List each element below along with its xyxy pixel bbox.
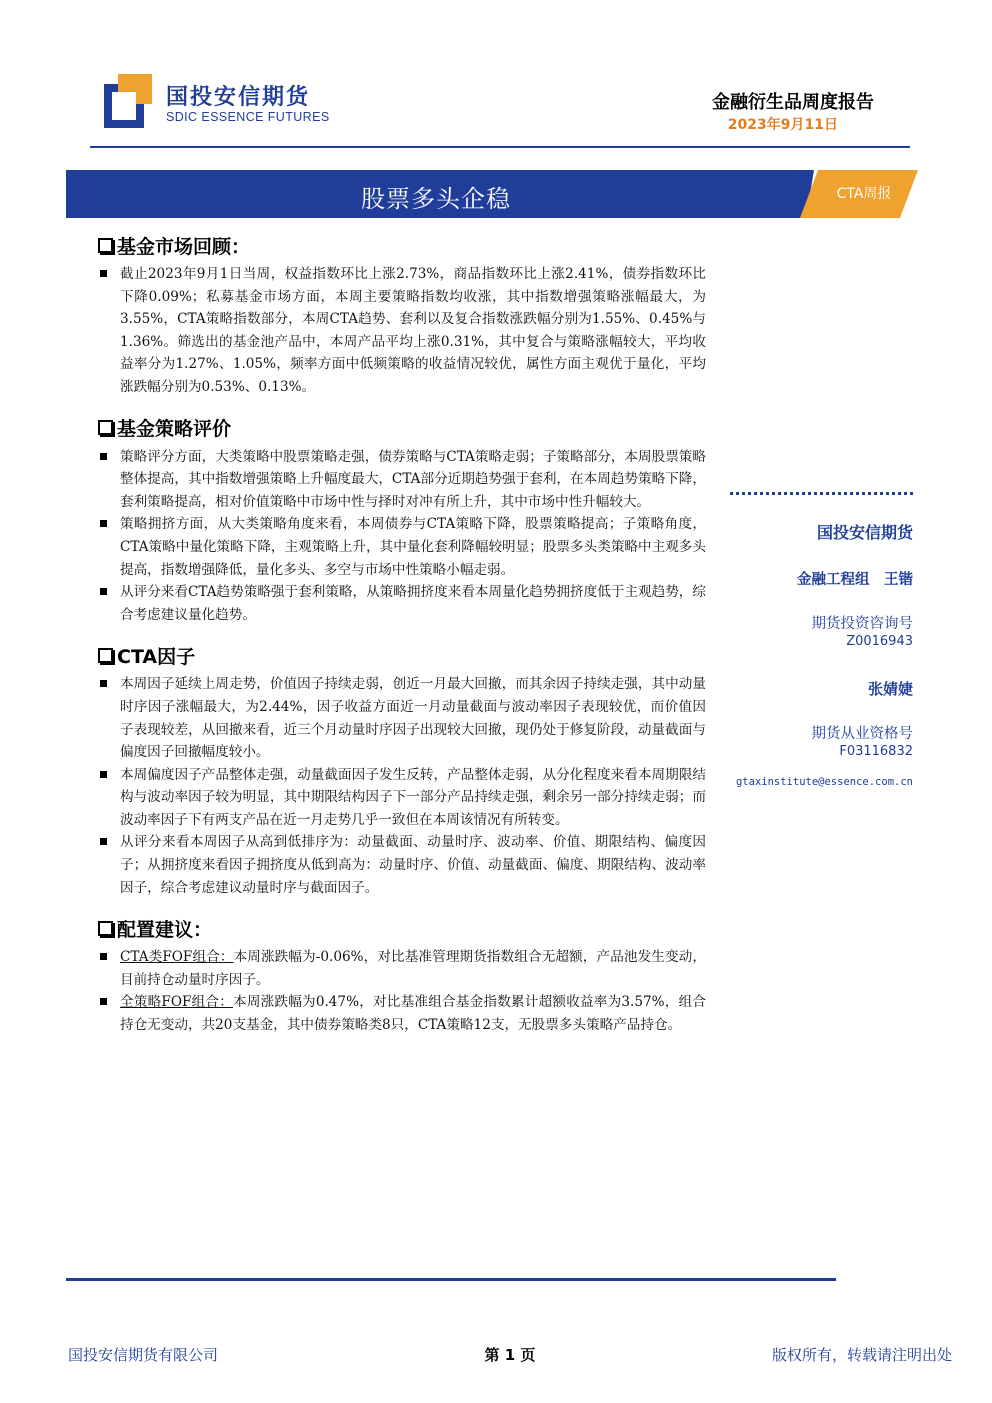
sidebar-analyst-name: 张婧婕 (867, 680, 913, 698)
bullet-text: 策略拥挤方面，从大类策略角度来看，本周债券与CTA策略下降，股票策略提高；子策略角度，CTA策略中量化策略下降，主观策略上升，其中量化套利降幅较明显；股票多头类策略中主观多头提高，指数增强降低，量化多头、多空与市场中性策略小幅走弱。 (120, 516, 706, 578)
section-heading (98, 913, 706, 943)
bullet-item (98, 673, 706, 763)
square-bullet-icon (100, 520, 107, 527)
logo-mark-icon (104, 74, 152, 128)
section-heading-text: 基金策略评价 (117, 418, 232, 441)
report-category-tag: CTA周报 (836, 186, 892, 202)
bullet-item (98, 446, 706, 514)
checkbox-icon (98, 238, 113, 253)
logo-english-name: SDIC ESSENCE FUTURES (166, 110, 330, 124)
bullet-item (98, 991, 706, 1036)
sidebar-company: 国投安信期货 (816, 523, 913, 542)
bullet-list (98, 946, 706, 1036)
section-allocation-advice (98, 913, 706, 1036)
bullet-text: 本周涨跌幅为-0.06%，对比基准管理期货指数组合无超额，产品池发生变动，目前持仓动量时序因子。 (120, 949, 706, 988)
square-bullet-icon (100, 588, 107, 595)
advisory-cert-label: 期货投资咨询号 (811, 616, 913, 632)
logo-chinese-name: 国投安信期货 (166, 85, 311, 110)
section-strategy-evaluation (98, 413, 706, 627)
bullet-text: 本周涨跌幅为0.47%，对比基准组合基金指数累计超额收益率为3.57%，组合持仓无变动，共20支基金，其中债券策略类8只，CTA策略12支，无股票多头策略产品持仓。 (120, 994, 706, 1034)
author-sidebar (730, 492, 913, 796)
bullet-item (98, 831, 706, 899)
bullet-list (98, 673, 706, 899)
section-heading (98, 640, 706, 670)
square-bullet-icon (100, 838, 107, 845)
bullet-text: 从评分来看CTA趋势策略强于套利策略，从策略拥挤度来看本周量化趋势拥挤度低于主观趋势，综合考虑建议量化趋势。 (120, 584, 706, 623)
title-banner (66, 170, 918, 218)
header-divider (90, 146, 910, 148)
sidebar-team-analyst: 金融工程组 王锴 (797, 572, 913, 588)
bullet-list (98, 263, 706, 399)
practice-cert-number: F03116832 (839, 744, 913, 759)
square-bullet-icon (100, 998, 107, 1005)
bullet-list (98, 446, 706, 627)
section-heading (98, 413, 706, 443)
bullet-item (98, 764, 706, 832)
square-bullet-icon (100, 771, 107, 778)
bullet-item (98, 263, 706, 399)
advisory-cert-number: Z0016943 (846, 634, 913, 649)
portfolio-label: 全策略FOF组合： (120, 994, 234, 1011)
square-bullet-icon (100, 680, 107, 687)
bullet-text: 策略评分方面，大类策略中股票策略走强，债券策略与CTA策略走弱；子策略部分，本周股票策略整体提高，其中指数增强策略上升幅度最大，CTA部分近期趋势强于套利，在本周趋势策略下降，套利策略提高，相对价值策略中市场中性与择时对冲有所上升，其中市场中性升幅较大。 (120, 448, 706, 510)
practice-cert-label: 期货从业资格号 (811, 726, 913, 742)
section-fund-market-review (98, 230, 706, 399)
contact-email[interactable]: gtaxinstitute@essence.com.cn (735, 776, 913, 788)
report-type: 金融衍生品周度报告 (712, 92, 874, 113)
company-logo (104, 74, 354, 134)
section-heading-text: 基金市场回顾： (117, 235, 251, 258)
report-title: 股票多头企稳 (361, 185, 511, 213)
bullet-text: 本周偏度因子产品整体走强，动量截面因子发生反转，产品整体走弱，从分化程度来看本周期限结构与波动率因子较为明显，其中期限结构因子下一部分产品持续走强，剩余另一部分持续走弱；而波动率因子下有两支产品在近一月走势几乎一致但在本周该情况有所转变。 (120, 766, 706, 828)
checkbox-icon (98, 921, 113, 936)
square-bullet-icon (100, 953, 107, 960)
dotted-divider (730, 492, 913, 496)
footer-copyright: 版权所有，转载请注明出处 (771, 1346, 952, 1364)
square-bullet-icon (100, 270, 107, 277)
bullet-text: 从评分来看本周因子从高到低排序为：动量截面、动量时序、波动率、价值、期限结构、偏度因子；从拥挤度来看因子拥挤度从低到高为：动量时序、价值、动量截面、偏度、期限结构、波动率因子，综合考虑建议动量时序与截面因子。 (120, 834, 706, 896)
portfolio-label: CTA类FOF组合： (120, 949, 234, 966)
section-heading-text: CTA因子 (117, 645, 196, 668)
checkbox-icon (98, 420, 113, 435)
footer-company: 国投安信期货有限公司 (68, 1346, 219, 1364)
section-heading (98, 230, 706, 260)
bullet-item (98, 946, 706, 991)
main-content (98, 230, 706, 1051)
section-heading-text: 配置建议： (117, 918, 213, 941)
footer-divider (66, 1278, 836, 1281)
bullet-text: 本周因子延续上周走势，价值因子持续走弱，创近一月最大回撤，而其余因子持续走强，其中动量时序因子涨幅最大，为2.44%，因子收益方面近一月动量截面与波动率因子表现较优，而价值因子表现较差，从回撤来看，近三个月动量时序因子出现较大回撤，现仍处于修复阶段，动量截面与偏度因子回撤幅度较小。 (120, 676, 706, 761)
checkbox-icon (98, 648, 113, 663)
bullet-item (98, 581, 706, 626)
report-date: 2023年9月11日 (727, 117, 838, 133)
section-cta-factors (98, 640, 706, 899)
bullet-item (98, 513, 706, 581)
square-bullet-icon (100, 453, 107, 460)
page-number: 第 1 页 (484, 1346, 536, 1364)
bullet-text: 截止2023年9月1日当周，权益指数环比上涨2.73%，商品指数环比上涨2.41%，债券指数环比下降0.09%；私募基金市场方面，本周主要策略指数均收涨，其中指数增强策略涨幅最大，为3.55%，CTA策略指数部分，本周CTA趋势、套利以及复合指数涨跌幅分别为1.55%、0.45%与1.36%。筛选出的基金池产品中，本周产品平均上涨0.31%，其中复合与策略涨幅较大，平均收益率分为1.27%、1.05%，频率方面中低频策略的收益情况较优，属性方面主观优于量化，平均涨跌幅分别为0.53%、0.13%。 (120, 266, 706, 395)
